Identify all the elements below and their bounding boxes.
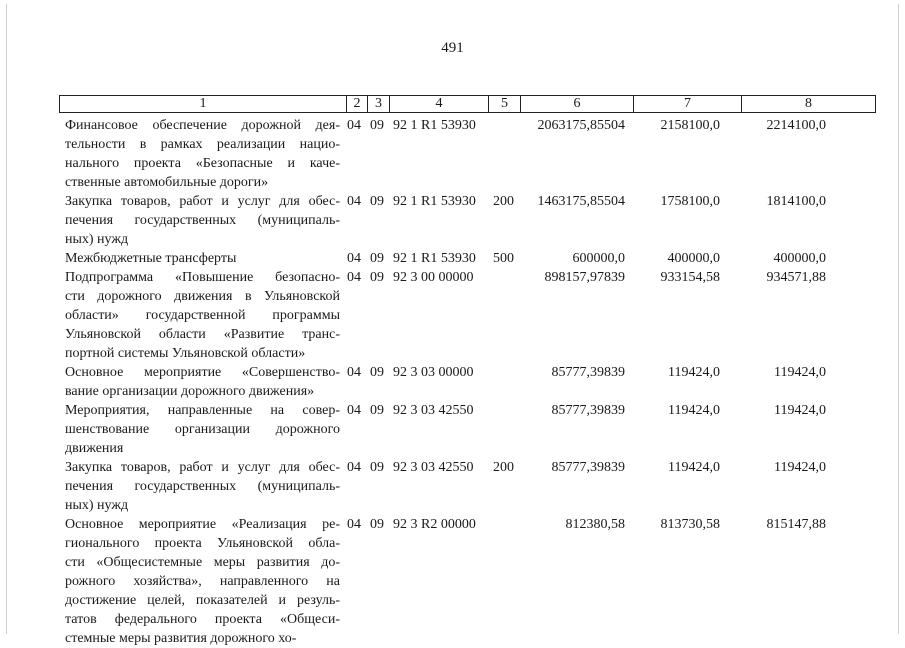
row-name-line: Закупка товаров, работ и услуг для обес- [65, 460, 340, 475]
target-article-code: 92 1 R1 53930 [393, 251, 476, 266]
section-code: 04 [347, 194, 361, 209]
row-name-line: рожного хозяйства», направленного на [65, 574, 340, 589]
amount-col-7: 119424,0 [668, 403, 720, 418]
amount-col-6: 85777,39839 [551, 403, 625, 418]
section-code: 04 [347, 517, 361, 532]
row-name [65, 363, 340, 401]
row-name [65, 249, 340, 268]
target-article-code: 92 3 03 42550 [393, 403, 474, 418]
amount-col-8: 400000,0 [773, 251, 826, 266]
row-name-line: Финансовое обеспечение дорожной дея- [65, 118, 340, 133]
subsection-code: 09 [370, 251, 384, 266]
amount-col-7: 813730,58 [660, 517, 720, 532]
header-col-1: 1 [60, 96, 347, 112]
row-name-line: области» государственной программы [65, 308, 340, 323]
amount-col-7: 119424,0 [668, 460, 720, 475]
amount-col-7: 1758100,0 [660, 194, 720, 209]
page-number: 491 [441, 40, 464, 56]
table-header [59, 95, 876, 113]
row-name-line: Мероприятия, направленные на совер- [65, 403, 340, 418]
table-row [0, 363, 905, 401]
row-name-line: тельности в рамках реализации нацио- [65, 137, 340, 152]
subsection-code: 09 [370, 403, 384, 418]
amount-col-7: 119424,0 [668, 365, 720, 380]
row-name-line: сти «Общесистемные меры развития до- [65, 555, 340, 570]
subsection-code: 09 [370, 460, 384, 475]
row-name-line: ственные автомобильные дороги» [65, 175, 269, 190]
header-col-5: 5 [489, 96, 521, 112]
row-name-line: стемные меры развития дорожного хо- [65, 631, 297, 646]
row-name-line: Закупка товаров, работ и услуг для обес- [65, 194, 340, 209]
header-col-3: 3 [368, 96, 390, 112]
expense-type-code: 500 [493, 251, 514, 266]
amount-col-8: 119424,0 [774, 365, 826, 380]
amount-col-6: 898157,97839 [544, 270, 625, 285]
target-article-code: 92 3 00 00000 [393, 270, 474, 285]
row-name [65, 515, 340, 648]
table-row [0, 268, 905, 363]
amount-col-7: 933154,58 [660, 270, 720, 285]
header-col-6: 6 [521, 96, 634, 112]
row-name-line: Межбюджетные трансферты [65, 251, 237, 266]
amount-col-8: 934571,88 [766, 270, 826, 285]
amount-col-8: 119424,0 [774, 403, 826, 418]
amount-col-8: 2214100,0 [766, 118, 826, 133]
amount-col-8: 815147,88 [766, 517, 826, 532]
expense-type-code: 200 [493, 460, 514, 475]
table-row [0, 458, 905, 515]
header-col-2: 2 [347, 96, 368, 112]
target-article-code: 92 1 R1 53930 [393, 118, 476, 133]
target-article-code: 92 3 R2 00000 [393, 517, 476, 532]
subsection-code: 09 [370, 365, 384, 380]
target-article-code: 92 3 03 42550 [393, 460, 474, 475]
section-code: 04 [347, 460, 361, 475]
amount-col-8: 119424,0 [774, 460, 826, 475]
amount-col-8: 1814100,0 [766, 194, 826, 209]
section-code: 04 [347, 365, 361, 380]
row-name-line: ных) нужд [65, 232, 129, 247]
row-name [65, 458, 340, 515]
amount-col-6: 812380,58 [565, 517, 625, 532]
row-name-line: портной системы Ульяновской области» [65, 346, 306, 361]
table-row [0, 192, 905, 249]
section-code: 04 [347, 270, 361, 285]
row-name [65, 192, 340, 249]
row-name [65, 401, 340, 458]
row-name-line: сти дорожного движения в Ульяновской [65, 289, 340, 304]
amount-col-6: 600000,0 [572, 251, 625, 266]
row-name-line: ных) нужд [65, 498, 129, 513]
row-name-line: Основное мероприятие «Совершенство- [65, 365, 340, 380]
header-col-4: 4 [390, 96, 489, 112]
row-name-line: Ульяновской области «Развитие транс- [65, 327, 340, 342]
row-name-line: движения [65, 441, 124, 456]
row-name-line: шенствование организации дорожного [65, 422, 340, 437]
table-row [0, 249, 905, 268]
table-row [0, 401, 905, 458]
table-row [0, 116, 905, 192]
amount-col-7: 400000,0 [667, 251, 720, 266]
row-name-line: гионального проекта Ульяновской обла- [65, 536, 340, 551]
row-name [65, 116, 340, 192]
subsection-code: 09 [370, 194, 384, 209]
row-name-line: татов федерального проекта «Общеси- [65, 612, 340, 627]
table-body [0, 116, 905, 648]
table-row [0, 515, 905, 648]
expense-type-code: 200 [493, 194, 514, 209]
section-code: 04 [347, 118, 361, 133]
target-article-code: 92 3 03 00000 [393, 365, 474, 380]
section-code: 04 [347, 251, 361, 266]
row-name-line: достижение целей, показателей и резуль- [65, 593, 340, 608]
row-name-line: печения государственных (муниципаль- [65, 479, 340, 494]
subsection-code: 09 [370, 118, 384, 133]
amount-col-6: 2063175,85504 [537, 118, 625, 133]
row-name-line: печения государственных (муниципаль- [65, 213, 340, 228]
row-name-line: Подпрограмма «Повышение безопасно- [65, 270, 340, 285]
header-col-7: 7 [634, 96, 742, 112]
row-name-line: вание организации дорожного движения» [65, 384, 315, 399]
amount-col-6: 85777,39839 [551, 460, 625, 475]
row-name [65, 268, 340, 363]
subsection-code: 09 [370, 517, 384, 532]
section-code: 04 [347, 403, 361, 418]
header-col-8: 8 [805, 96, 812, 111]
row-name-line: нального проекта «Безопасные и каче- [65, 156, 340, 171]
amount-col-6: 85777,39839 [551, 365, 625, 380]
row-name-line: Основное мероприятие «Реализация ре- [65, 517, 340, 532]
target-article-code: 92 1 R1 53930 [393, 194, 476, 209]
amount-col-6: 1463175,85504 [537, 194, 625, 209]
amount-col-7: 2158100,0 [660, 118, 720, 133]
subsection-code: 09 [370, 270, 384, 285]
